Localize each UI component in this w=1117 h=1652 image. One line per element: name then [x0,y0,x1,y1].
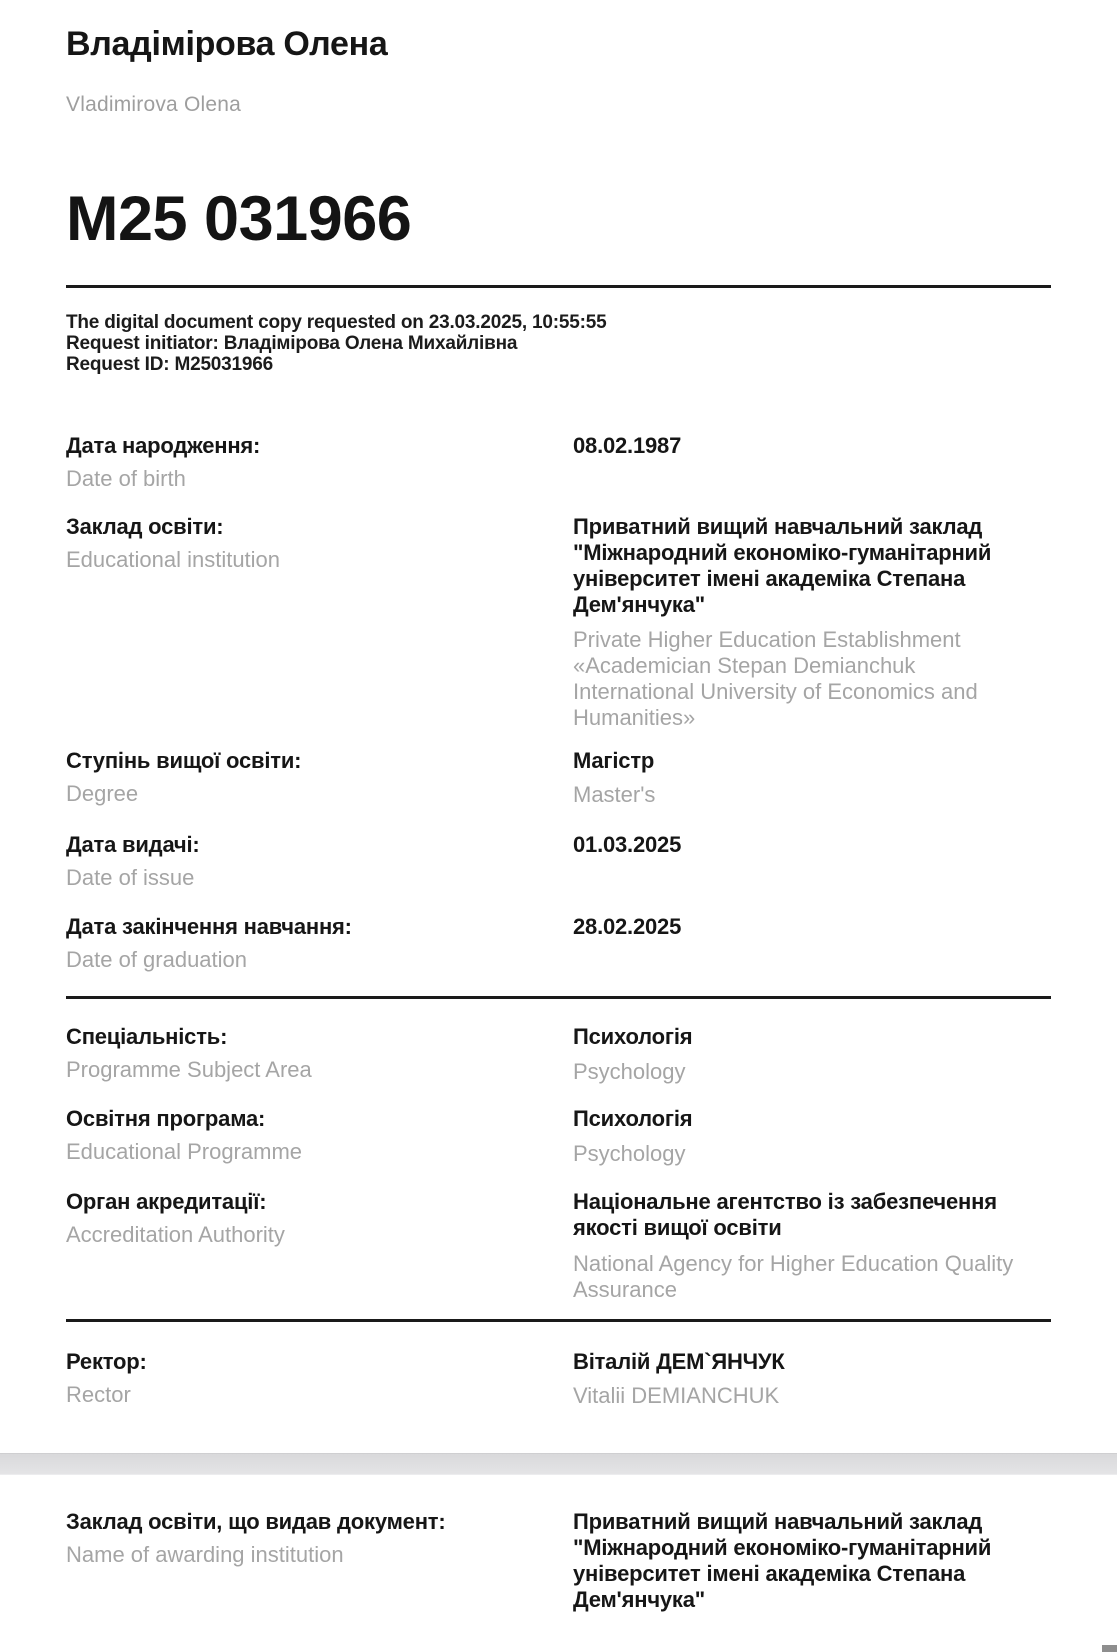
divider-top [66,285,1051,288]
request-id-line: Request ID: M25031966 [66,354,274,375]
accreditation-label-en: Accreditation Authority [66,1222,285,1247]
institution-value-en: Private Higher Education Establishment «Academician Stepan Demianchuk International University of Economics and Humanities» [573,627,978,730]
holder-name-uk: Владімірова Олена [66,25,388,63]
field-row-accreditation-authority [66,1189,1051,1303]
issue-date-label-en: Date of issue [66,865,195,890]
specialty-label-en: Programme Subject Area [66,1057,312,1082]
degree-value-en: Master's [573,782,656,807]
field-row-date-of-graduation [66,914,1051,973]
rector-value-uk: Віталій ДЕМ`ЯНЧУК [573,1349,785,1374]
field-row-date-of-issue [66,832,1051,891]
field-row-degree [66,748,1051,808]
programme-value-uk: Психологія [573,1106,693,1131]
divider-middle [66,996,1051,999]
divider-bottom [66,1319,1051,1322]
programme-label-en: Educational Programme [66,1139,303,1164]
awarding-institution-value-uk: Приватний вищий навчальний заклад "Міжнародний економіко-гуманітарний університет імені академіка Степана Дем'янчука" [573,1509,992,1612]
field-row-awarding-institution [66,1509,1051,1613]
rector-value-en: Vitalii DEMIANCHUK [573,1383,780,1408]
issue-date-label-uk: Дата видачі: [66,832,200,857]
specialty-label-uk: Спеціальність: [66,1024,228,1049]
rector-label-en: Rector [66,1382,131,1407]
degree-label-uk: Ступінь вищої освіти: [66,748,302,773]
request-initiator-line: Request initiator: Владімірова Олена Михайлівна [66,333,518,354]
graduation-date-label-uk: Дата закінчення навчання: [66,914,352,939]
awarding-institution-label-uk: Заклад освіти, що видав документ: [66,1509,446,1534]
rector-label-uk: Ректор: [66,1349,147,1374]
dob-label-en: Date of birth [66,466,186,491]
request-info-block [66,312,1051,375]
programme-label-uk: Освітня програма: [66,1106,266,1131]
field-row-date-of-birth [66,433,1051,492]
graduation-date-label-en: Date of graduation [66,947,248,972]
institution-value-uk: Приватний вищий навчальний заклад "Міжнародний економіко-гуманітарний університет імені академіка Степана Дем'янчука" [573,514,992,617]
section-break-band [0,1453,1117,1475]
institution-label-en: Educational institution [66,547,281,572]
awarding-institution-label-en: Name of awarding institution [66,1542,344,1567]
graduation-date-value: 28.02.2025 [573,914,682,939]
scrollbar-corner-thumb[interactable] [1102,1645,1117,1652]
field-row-rector [66,1349,1051,1409]
specialty-value-uk: Психологія [573,1024,693,1049]
document-number: M25 031966 [66,184,412,254]
accreditation-label-uk: Орган акредитації: [66,1189,267,1214]
accreditation-value-uk: Національне агентство із забезпечення якості вищої освіти [573,1189,997,1240]
dob-label-uk: Дата народження: [66,433,261,458]
accreditation-value-en: National Agency for Higher Education Quality Assurance [573,1251,1014,1302]
field-row-educational-institution [66,514,1051,731]
issue-date-value: 01.03.2025 [573,832,682,857]
degree-label-en: Degree [66,781,139,806]
holder-name-en: Vladimirova Olena [66,93,241,116]
field-row-educational-programme [66,1106,1051,1167]
programme-value-en: Psychology [573,1141,686,1166]
specialty-value-en: Psychology [573,1059,686,1084]
field-row-specialty [66,1024,1051,1085]
degree-value-uk: Магістр [573,748,655,773]
institution-label-uk: Заклад освіти: [66,514,224,539]
dob-value: 08.02.1987 [573,433,682,458]
request-date-line: The digital document copy requested on 23.03.2025, 10:55:55 [66,312,607,333]
